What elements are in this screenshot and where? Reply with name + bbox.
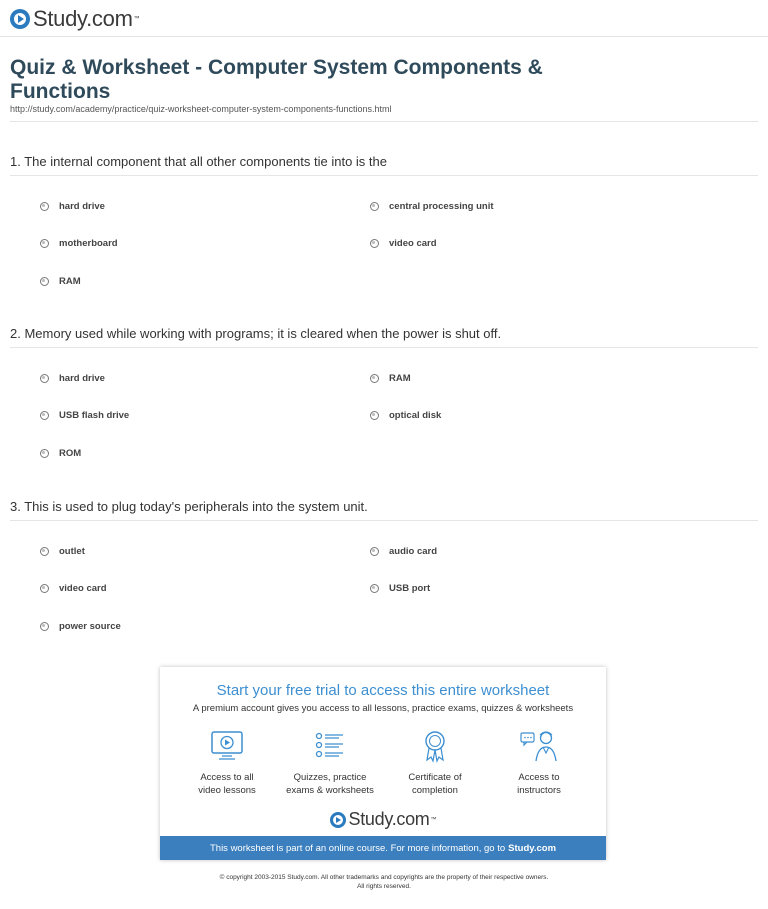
answer-option[interactable]: power source xyxy=(40,621,121,632)
promo-study-logo[interactable]: Study.com ™ xyxy=(160,809,606,830)
promo-info-bar: This worksheet is part of an online course. For more information, go to Study.com xyxy=(160,836,606,860)
video-lesson-icon xyxy=(209,729,245,763)
radio-button[interactable] xyxy=(40,411,49,420)
page-url[interactable]: http://study.com/academy/practice/quiz-worksheet-computer-system-components-functions.html xyxy=(10,104,392,114)
promo-title[interactable]: Start your free trial to access this entire worksheet xyxy=(216,682,550,699)
study-link[interactable]: Study.com xyxy=(508,842,557,854)
radio-button[interactable] xyxy=(370,202,379,211)
answer-option[interactable]: hard drive xyxy=(40,373,105,384)
title-divider xyxy=(10,121,758,122)
question-3 xyxy=(10,499,758,641)
header-divider xyxy=(0,36,768,37)
answer-option[interactable]: RAM xyxy=(370,373,411,384)
answer-option[interactable]: video card xyxy=(40,583,107,594)
answer-option[interactable]: RAM xyxy=(40,276,81,287)
question-text: 2. Memory used while working with programs; it is cleared when the power is shut off. xyxy=(10,326,758,348)
radio-button[interactable] xyxy=(40,239,49,248)
radio-button[interactable] xyxy=(40,547,49,556)
answer-option[interactable]: video card xyxy=(370,238,437,249)
study-logo[interactable]: Study.com ™ xyxy=(10,6,140,32)
question-text: 1. The internal component that all other components tie into is the xyxy=(10,154,758,176)
radio-button[interactable] xyxy=(370,411,379,420)
radio-button[interactable] xyxy=(370,584,379,593)
radio-button[interactable] xyxy=(40,277,49,286)
play-logo-icon xyxy=(330,812,346,828)
answer-option[interactable]: USB flash drive xyxy=(40,410,129,421)
certificate-icon xyxy=(417,729,453,763)
instructor-icon xyxy=(519,729,559,763)
radio-button[interactable] xyxy=(40,622,49,631)
radio-button[interactable] xyxy=(370,547,379,556)
question-1 xyxy=(10,154,758,296)
answer-option[interactable]: central processing unit xyxy=(370,201,494,212)
radio-button[interactable] xyxy=(40,584,49,593)
radio-button[interactable] xyxy=(370,374,379,383)
quiz-list-icon xyxy=(312,729,348,763)
question-text: 3. This is used to plug today's peripherals into the system unit. xyxy=(10,499,758,521)
question-2 xyxy=(10,326,758,468)
answer-option[interactable]: ROM xyxy=(40,448,81,459)
radio-button[interactable] xyxy=(370,239,379,248)
feature-instructors: Access to instructors xyxy=(484,729,594,797)
radio-button[interactable] xyxy=(40,202,49,211)
promo-subtitle: A premium account gives you access to all lessons, practice exams, quizzes & worksheets xyxy=(192,703,574,714)
answer-option[interactable]: USB port xyxy=(370,583,430,594)
feature-certificate: Certificate of completion xyxy=(380,729,490,797)
radio-button[interactable] xyxy=(40,449,49,458)
free-trial-promo xyxy=(160,667,606,860)
page-title: Quiz & Worksheet - Computer System Components & Functions xyxy=(10,56,543,103)
answer-option[interactable]: optical disk xyxy=(370,410,441,421)
answer-option[interactable]: audio card xyxy=(370,546,437,557)
answer-option[interactable]: outlet xyxy=(40,546,85,557)
feature-quizzes: Quizzes, practice exams & worksheets xyxy=(275,729,385,797)
radio-button[interactable] xyxy=(40,374,49,383)
feature-video-lessons: Access to all video lessons xyxy=(172,729,282,797)
logo-text: Study.com xyxy=(33,6,133,31)
answer-option[interactable]: motherboard xyxy=(40,238,118,249)
play-logo-icon xyxy=(10,9,30,29)
copyright-footer: © copyright 2003-2015 Study.com. All other trademarks and copyrights are the property of their respective owners. All rights reserved. xyxy=(219,874,549,890)
answer-option[interactable]: hard drive xyxy=(40,201,105,212)
